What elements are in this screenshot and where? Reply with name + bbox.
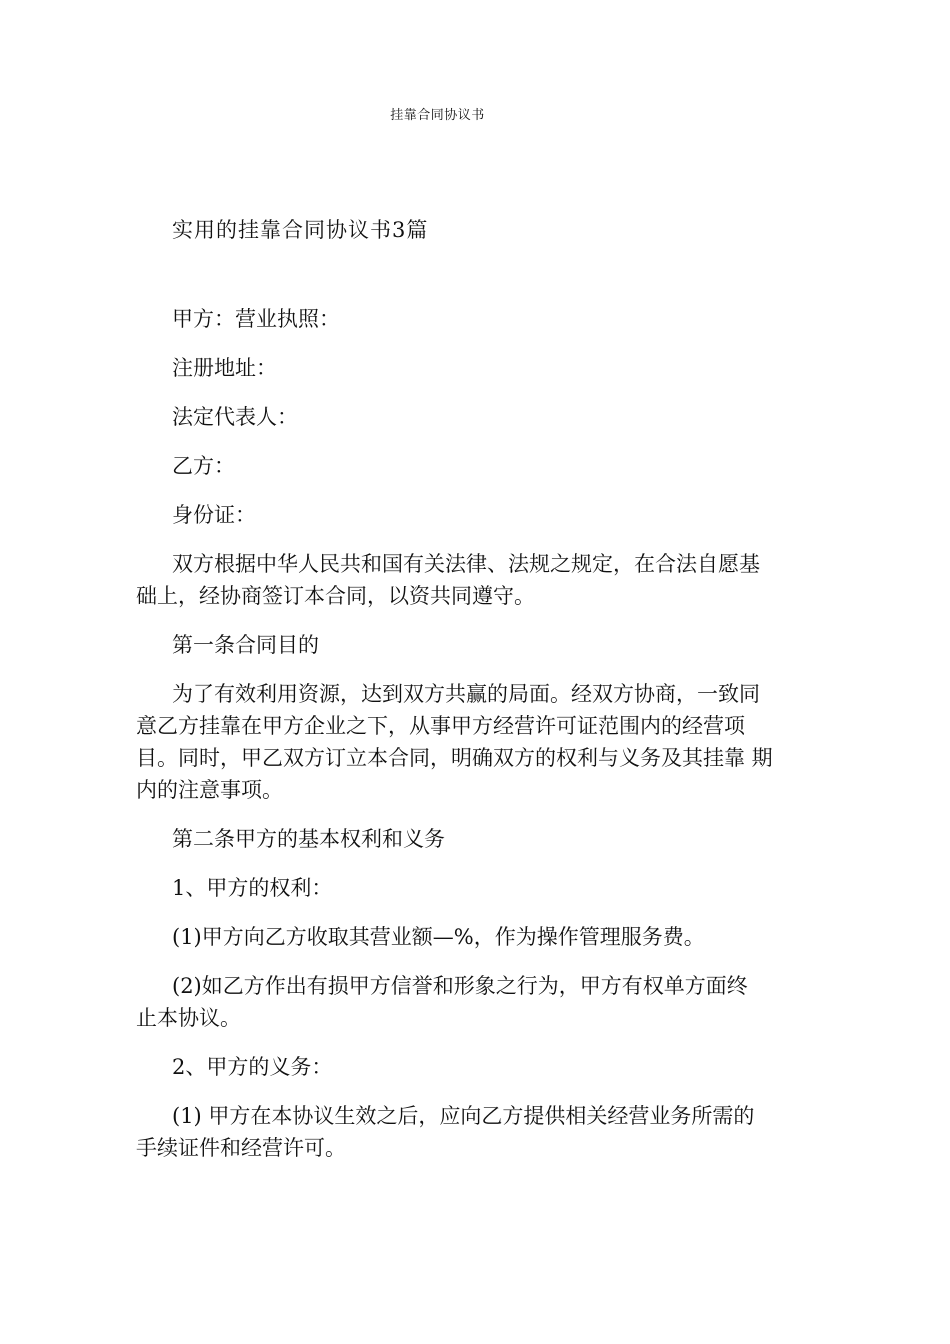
paragraph [172, 303, 832, 335]
paragraph-line: 第一条合同目的 [172, 633, 319, 657]
paragraph-line: 止本协议。 [136, 1006, 241, 1030]
paragraph-line: 双方根据中华人民共和国有关法律、法规之规定，在合法自愿基 [172, 552, 760, 576]
paragraph-line: (2)如乙方作出有损甲方信誉和形象之行为，甲方有权单方面终 [172, 974, 748, 998]
section-heading [172, 629, 832, 661]
paragraph [136, 678, 832, 806]
paragraph [136, 970, 832, 1034]
paragraph-line: 法定代表人： [172, 405, 298, 429]
paragraph [136, 1100, 832, 1164]
paragraph-line: 身份证： [172, 503, 256, 527]
paragraph-line: (1)甲方向乙方收取其营业额—%，作为操作管理服务费。 [172, 925, 705, 949]
paragraph-line: 内的注意事项。 [136, 778, 283, 802]
paragraph [172, 352, 832, 384]
paragraph-line: 甲方：营业执照： [172, 307, 340, 331]
paragraph [172, 1051, 832, 1083]
paragraph-line: 意乙方挂靠在甲方企业之下，从事甲方经营许可证范围内的经营项 [136, 714, 745, 738]
paragraph [136, 548, 832, 612]
paragraph [172, 450, 832, 482]
paragraph-line: 1、甲方的权利： [172, 876, 333, 900]
paragraph-line: 础上，经协商签订本合同，以资共同遵守。 [136, 584, 535, 608]
paragraph-line: 为了有效利用资源，达到双方共赢的局面。经双方协商，一致同 [172, 682, 760, 706]
paragraph-line: 注册地址： [172, 356, 277, 380]
paragraph [172, 401, 832, 433]
paragraph-line: 2、甲方的义务： [172, 1055, 333, 1079]
page-header: 挂靠合同协议书 [390, 108, 485, 123]
document-title: 实用的挂靠合同协议书3篇 [172, 218, 429, 242]
paragraph [172, 499, 832, 531]
paragraph [172, 921, 832, 953]
document-body [136, 303, 832, 1181]
paragraph-line: 第二条甲方的基本权利和义务 [172, 827, 445, 851]
section-heading [172, 823, 832, 855]
paragraph-line: 乙方： [172, 454, 235, 478]
paragraph-line: 手续证件和经营许可。 [136, 1136, 346, 1160]
paragraph [172, 872, 832, 904]
paragraph-line: 目。同时，甲乙双方订立本合同，明确双方的权利与义务及其挂靠 期 [136, 746, 773, 770]
paragraph-line: (1) 甲方在本协议生效之后，应向乙方提供相关经营业务所需的 [172, 1104, 755, 1128]
